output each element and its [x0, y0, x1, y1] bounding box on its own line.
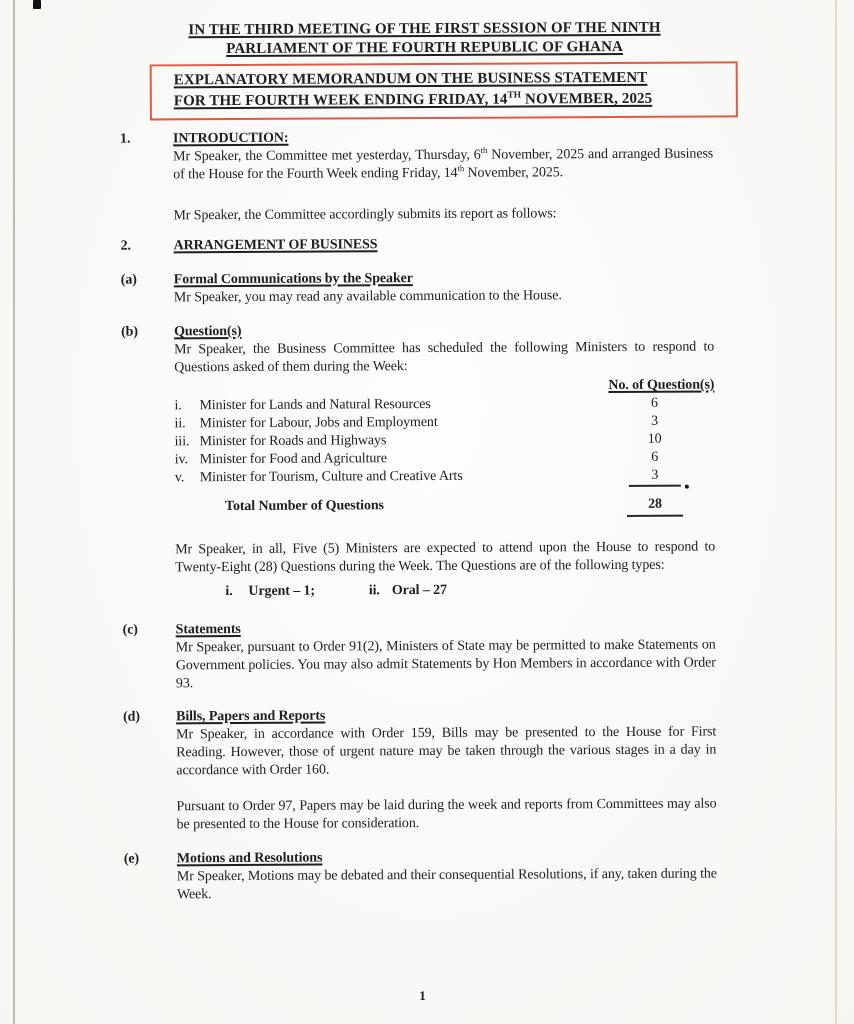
section-heading-questions: Question(s): [174, 323, 242, 340]
bills-paragraph-2: Pursuant to Order 97, Papers may be laid during the week and reports from Committees may also be presented to the House for consideration.: [176, 796, 717, 833]
section-formal-communications: [121, 268, 714, 307]
memo-title-line-1: EXPLANATORY MEMORANDUM ON THE BUSINESS STATEMENT: [173, 69, 648, 89]
section-arrangement: [121, 234, 714, 255]
document-header: [0, 18, 852, 60]
minister-name: Minister for Food and Agriculture: [199, 451, 387, 468]
intro-paragraph-1-mid: November, 2025 and arranged Business of the House for the Fourth Week ending Friday, 14: [173, 146, 714, 183]
questions-intro-paragraph: Mr Speaker, the Business Committee has scheduled the following Ministers to respond to Questions asked of them during the Week:: [174, 339, 715, 376]
row-numeral: i.: [174, 398, 182, 414]
section-letter: (d): [123, 709, 140, 725]
section-heading-statements: Statements: [175, 621, 241, 638]
minister-name: Minister for Roads and Highways: [199, 433, 387, 450]
question-count: 3: [651, 413, 659, 429]
section-heading-bills: Bills, Papers and Reports: [176, 708, 326, 725]
document-body: [120, 127, 717, 904]
minister-name: Minister for Tourism, Culture and Creative Arts: [199, 468, 463, 486]
question-type-urgent: i. Urgent – 1;: [225, 583, 316, 600]
minister-name: Minister for Lands and Natural Resources: [199, 396, 431, 414]
section-introduction: [120, 127, 713, 225]
date-superscript: th: [457, 163, 465, 174]
bills-paragraph-1: Mr Speaker, in accordance with Order 159, Bills may be presented to the House for First Reading. However, those of urgent nature may be taken through the various stages in a day in accordance with Order 160.: [176, 724, 717, 779]
section-number: 2.: [120, 238, 131, 254]
question-types-line: [225, 580, 715, 601]
section-statements: [123, 618, 716, 693]
memo-title-box: [150, 61, 738, 120]
intro-paragraph-1-text: Mr Speaker, the Committee met yesterday, Thursday, 6: [173, 147, 481, 165]
section-heading-introduction: INTRODUCTION:: [173, 130, 289, 147]
questions-table-column-header: No. of Question(s): [608, 377, 715, 394]
question-type-oral: ii. Oral – 27: [368, 582, 447, 599]
intro-paragraph-1-tail: November, 2025.: [464, 165, 564, 181]
statements-body: Mr Speaker, pursuant to Order 91(2), Ministers of State may be permitted to make Statements on Government policies. You may also admit Statements by Hon Members in accordance with Order 93.: [175, 637, 716, 692]
row-numeral: v.: [174, 470, 185, 486]
section-heading-formal-communications: Formal Communications by the Speaker: [173, 271, 413, 288]
header-line-2: PARLIAMENT OF THE FOURTH REPUBLIC OF GHANA: [226, 38, 623, 58]
motions-body: Mr Speaker, Motions may be debated and their consequential Resolutions, if any, taken during the Week.: [176, 866, 717, 903]
table-row: [175, 466, 715, 489]
page-number: 1: [419, 988, 426, 1004]
formal-communications-body: Mr Speaker, you may read any available communication to the House.: [173, 288, 562, 306]
section-heading-arrangement: ARRANGEMENT OF BUSINESS: [173, 237, 378, 254]
date-superscript: th: [480, 145, 488, 156]
section-bills-papers-reports: [123, 705, 717, 834]
section-number: 1.: [120, 131, 131, 147]
row-numeral: iv.: [174, 452, 188, 468]
section-letter: (c): [122, 622, 138, 638]
section-letter: (a): [120, 272, 137, 288]
row-numeral: iii.: [174, 434, 190, 450]
memo-title-line-2-tail: NOVEMBER, 2025: [521, 90, 653, 108]
question-count: 3: [595, 466, 715, 487]
total-label: Total Number of Questions: [224, 498, 384, 515]
question-count: 6: [650, 395, 658, 411]
section-letter: (b): [121, 324, 138, 340]
intro-paragraph-1: [173, 145, 713, 184]
section-letter: (e): [123, 851, 140, 867]
questions-total-row: [175, 495, 715, 519]
intro-paragraph-2: Mr Speaker, the Committee accordingly submits its report as follows:: [173, 206, 557, 224]
total-value: 28: [595, 495, 715, 517]
questions-summary-paragraph: Mr Speaker, in all, Five (5) Ministers are expected to attend upon the House to respond to Twenty-Eight (28) Questions during the Week. The Questions are of the following types:: [175, 539, 716, 576]
question-count: 10: [647, 431, 662, 447]
section-heading-motions: Motions and Resolutions: [176, 850, 323, 867]
memo-title-line-2: [174, 88, 728, 112]
section-motions-resolutions: [124, 847, 717, 904]
minister-name: Minister for Labour, Jobs and Employment: [199, 414, 438, 432]
row-numeral: ii.: [174, 416, 186, 432]
header-line-1: IN THE THIRD MEETING OF THE FIRST SESSION OF THE NINTH: [188, 19, 661, 39]
memo-title-superscript: TH: [507, 90, 522, 101]
ink-dot: [685, 485, 689, 489]
question-count: 6: [651, 449, 659, 465]
section-questions: [121, 320, 715, 601]
memo-title-line-2-text: FOR THE FOURTH WEEK ENDING FRIDAY, 14: [173, 91, 508, 110]
